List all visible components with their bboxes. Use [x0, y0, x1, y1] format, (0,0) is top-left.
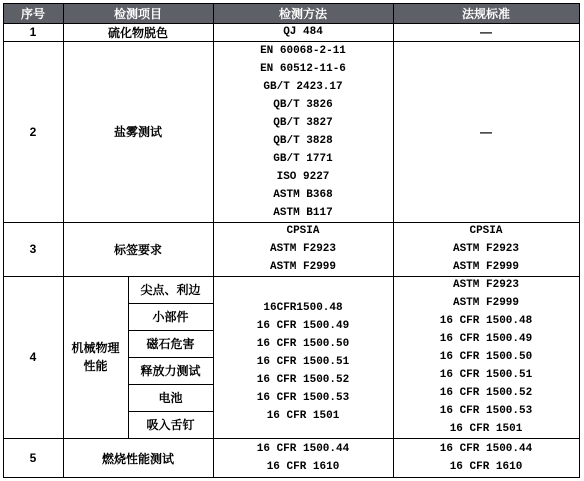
row2-method: EN 60512-11-6 [260, 62, 346, 75]
row1-no: 1 [29, 25, 37, 39]
row1-method: QJ 484 [283, 26, 323, 38]
row3-no: 3 [29, 242, 37, 256]
row2-standard: — [480, 124, 492, 139]
row2-method: QB/T 3826 [273, 98, 333, 111]
row4-method: 16 CFR 1501 [266, 409, 340, 422]
row2-no: 2 [29, 124, 37, 139]
row4-standards [393, 276, 579, 438]
row4-item-line: 性能 [83, 359, 108, 373]
row4-standard: 16 CFR 1500.49 [439, 333, 533, 345]
row3-method: CPSIA [286, 225, 320, 237]
row4-subitem: 磁石危害 [146, 337, 195, 351]
row4-item [63, 276, 128, 438]
row2-methods [213, 41, 393, 222]
row1-item: 硫化物脱色 [107, 25, 168, 40]
row4-standard: 16 CFR 1500.50 [439, 351, 533, 363]
row4-standard: ASTM F2923 [452, 279, 519, 291]
row4-standard: ASTM F2999 [452, 297, 519, 309]
row4-subitem: 吸入舌钉 [146, 418, 195, 432]
row2-method: ASTM B117 [273, 206, 333, 219]
row4-standard: 16 CFR 1500.53 [439, 405, 533, 417]
row4-method: 16 CFR 1500.49 [256, 319, 350, 332]
row5-methods [213, 438, 393, 478]
row3-standards [393, 222, 579, 276]
grid-line [393, 3, 394, 478]
row2-item: 盐雾测试 [113, 125, 162, 139]
row4-subitem: 释放力测试 [140, 364, 201, 378]
grid-line [3, 23, 580, 24]
grid-line [3, 41, 580, 42]
row4-subitem: 尖点、利边 [140, 283, 201, 297]
row4-method: 16 CFR 1500.53 [256, 391, 350, 404]
row2-method: ASTM B368 [273, 188, 333, 201]
row2-method: GB/T 2423.17 [263, 80, 343, 93]
grid-line [63, 3, 64, 478]
grid-line [128, 330, 213, 331]
row3-methods [213, 222, 393, 276]
row3-standard: ASTM F2999 [452, 261, 519, 273]
row3-method: ASTM F2999 [269, 261, 336, 273]
row4-method: 16 CFR 1500.52 [256, 373, 350, 386]
row2-method: GB/T 1771 [273, 152, 333, 165]
row4-subitem: 电池 [158, 391, 183, 405]
grid-line [3, 477, 580, 478]
grid-line [3, 276, 580, 277]
row5-method: 16 CFR 1610 [266, 461, 340, 473]
row4-standard: 16 CFR 1500.48 [439, 315, 533, 327]
row5-method: 16 CFR 1500.44 [256, 443, 350, 455]
header-standard: 法规标准 [393, 3, 579, 23]
row4-methods [213, 276, 393, 438]
row5-standard: 16 CFR 1500.44 [439, 443, 533, 455]
grid-line [128, 411, 213, 412]
grid-line [3, 3, 4, 478]
grid-line [128, 357, 213, 358]
row2-method: EN 60068-2-11 [260, 44, 346, 57]
grid-line [3, 3, 580, 4]
row4-standard: 16 CFR 1501 [449, 423, 523, 435]
header-item: 检测项目 [63, 3, 213, 23]
row3-item: 标签要求 [113, 242, 162, 257]
row4-method: 16 CFR 1500.50 [256, 337, 350, 350]
row4-subitem: 小部件 [152, 310, 189, 324]
row2-method: QB/T 3828 [273, 134, 333, 147]
row4-standard: 16 CFR 1500.51 [439, 369, 533, 381]
row4-item-line: 机械物理 [71, 341, 120, 355]
row1-standard: — [480, 25, 492, 39]
row3-method: ASTM F2923 [269, 243, 336, 255]
row2-method: QB/T 3827 [273, 116, 333, 129]
grid-line [128, 303, 213, 304]
row3-standard: CPSIA [469, 225, 503, 237]
grid-line [128, 384, 213, 385]
row5-standard: 16 CFR 1610 [449, 461, 523, 473]
row5-item: 燃烧性能测试 [101, 451, 174, 466]
row4-no: 4 [29, 350, 37, 364]
header-method: 检测方法 [213, 3, 393, 23]
row5-standards [393, 438, 579, 478]
row5-no: 5 [29, 451, 37, 465]
grid-line [3, 222, 580, 223]
grid-line [213, 3, 214, 478]
row3-standard: ASTM F2923 [452, 243, 519, 255]
grid-line [3, 438, 580, 439]
header-no: 序号 [3, 3, 63, 23]
row4-method: 16 CFR 1500.51 [256, 355, 350, 368]
row4-standard: 16 CFR 1500.52 [439, 387, 533, 399]
row4-method: 16CFR1500.48 [263, 301, 343, 314]
grid-line [128, 276, 129, 438]
grid-line [579, 3, 580, 478]
row2-method: ISO 9227 [276, 170, 330, 183]
